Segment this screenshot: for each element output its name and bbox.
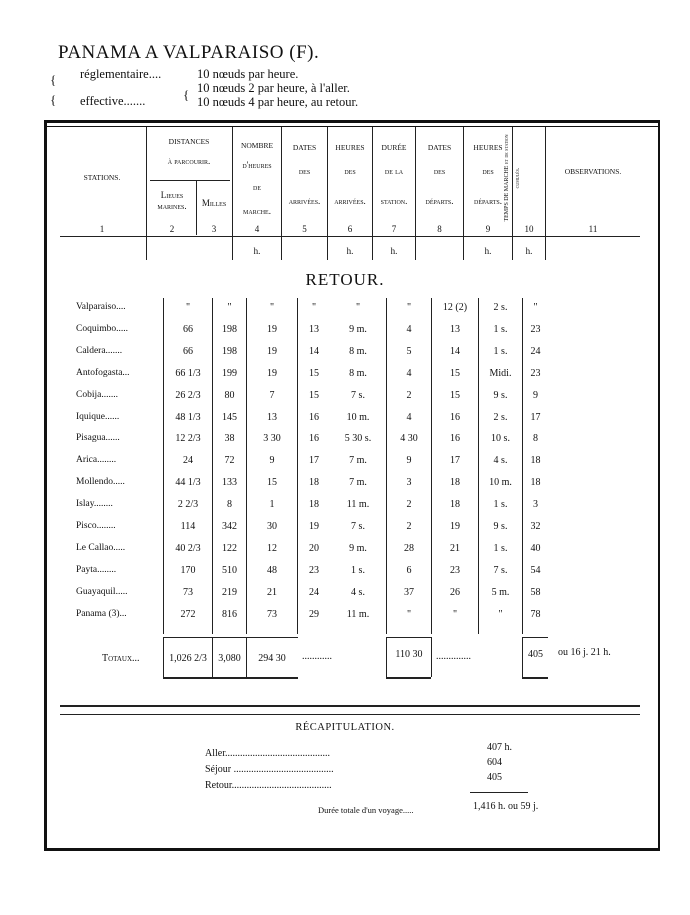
totals-observation: ou 16 j. 21 h. [558, 647, 611, 658]
table-cell-date-dep: 16 [450, 433, 460, 445]
table-cell-cumul: " [533, 302, 538, 313]
recap-title: RÉCAPITULATION. [295, 722, 395, 733]
table-cell-date-dep: 23 [450, 564, 460, 576]
header-distances: DISTANCES [168, 137, 210, 146]
header-de: de [253, 182, 261, 192]
table-cell-h-dep: 1 s. [493, 499, 508, 511]
table-cell-date-arr: " [311, 302, 317, 313]
table-cell-h-dep: 10 m. [489, 477, 512, 489]
table-cell-cumul: 23 [530, 367, 541, 379]
table-cell-date-dep: 16 [450, 411, 460, 423]
totals-bottom-rule [386, 677, 431, 679]
totals-label: Totaux... [102, 653, 140, 664]
speed-eff-value-1: 10 nœuds 2 par heure, à l'aller. [197, 81, 350, 95]
table-cell-heures: 48 [267, 564, 277, 576]
table-cell-station: Guayaquil..... [76, 586, 128, 597]
speed-eff-value-2: 10 nœuds 4 par heure, au retour. [197, 95, 359, 109]
totals-cumul: 405 [528, 649, 543, 660]
table-cell-h-arr: 8 m. [349, 367, 367, 379]
table-cell-heures: 12 [267, 542, 277, 554]
table-cell-h-arr: 11 m. [346, 608, 370, 620]
unit-label: h. [253, 246, 261, 256]
table-cell-cumul: 58 [530, 586, 541, 598]
table-cell-station: Panama (3)... [76, 608, 127, 619]
table-cell-milles: 122 [222, 542, 237, 554]
table-cell-lieues: 114 [180, 521, 196, 532]
totals-bottom-rule [163, 677, 298, 679]
frame-top-rule [44, 120, 660, 123]
table-cell-cumul: 78 [530, 608, 541, 620]
totals-bottom-rule [522, 677, 548, 679]
unit-label: h. [525, 246, 533, 256]
table-cell-cumul: 3 [533, 499, 538, 511]
table-cell-h-arr: 7 s. [351, 389, 365, 401]
table-cell-milles: 198 [222, 345, 237, 357]
header-des: des [298, 166, 311, 176]
header-milles: Milles [201, 198, 227, 208]
table-cell-date-arr: 16 [309, 433, 319, 445]
table-cell-duree: 37 [404, 586, 414, 598]
frame-bottom-rule [44, 848, 660, 851]
table-cell-date-dep: 19 [450, 521, 460, 532]
table-cell-h-dep: 9 s. [493, 521, 508, 532]
table-cell-duree: " [406, 302, 412, 313]
recap-aller-label: Aller.......................................... [205, 748, 330, 759]
table-cell-station: Caldera....... [76, 345, 123, 356]
table-cell-h-dep: 2 s. [493, 411, 508, 423]
recap-aller-value: 407 h. [487, 742, 512, 753]
table-cell-date-dep: " [452, 608, 458, 620]
table-cell-h-arr: 9 m. [349, 542, 367, 554]
table-cell-cumul: 8 [533, 433, 538, 445]
table-cell-duree: " [406, 608, 412, 620]
table-cell-h-dep: " [498, 608, 503, 620]
header-heures-dep: HEURES [473, 143, 503, 152]
header-station: station. [380, 196, 408, 206]
header-marche: marche. [243, 206, 271, 216]
table-cell-cumul: 17 [530, 411, 541, 423]
recap-sum-rule [470, 792, 528, 793]
header-arrivees: arrivées. [334, 196, 366, 206]
col-number: 9 [485, 224, 491, 234]
table-cell-lieues: 170 [180, 564, 196, 576]
table-cell-station: Mollendo..... [76, 477, 125, 488]
totals-divider [431, 637, 432, 677]
table-cell-milles: 342 [222, 521, 237, 532]
table-cell-lieues: 2 2/3 [177, 499, 199, 511]
table-cell-lieues: 12 2/3 [175, 433, 201, 445]
header-lieues: Lieues marines. [157, 190, 187, 211]
header-des: des [433, 166, 446, 176]
table-cell-milles: 38 [224, 433, 235, 445]
table-cell-duree: 4 [406, 323, 412, 335]
totals-dots: ............ [302, 651, 332, 662]
frame-right-rule [658, 120, 660, 850]
table-cell-duree: 4 [406, 367, 412, 379]
table-cell-duree: 28 [404, 542, 414, 554]
recap-top-rule [60, 705, 640, 707]
header-dheures: d'heures [242, 160, 272, 170]
table-cell-cumul: 24 [530, 345, 541, 357]
table-cell-h-arr: 9 m. [349, 323, 367, 335]
table-cell-date-arr: 23 [309, 564, 319, 576]
header-departs: départs. [473, 196, 502, 206]
unit-label: h. [484, 246, 492, 256]
table-cell-milles: 198 [222, 323, 237, 335]
header-temps-cumul: TEMPS DE MARCHE et de station cumulés. [504, 134, 521, 222]
col-number: 7 [391, 224, 397, 234]
table-cell-cumul: 18 [530, 455, 541, 467]
brace-left-2: { [50, 92, 57, 107]
table-cell-station: Le Callao..... [76, 542, 126, 553]
table-cell-h-arr: 7 m. [349, 455, 367, 467]
table-cell-cumul: 18 [530, 477, 541, 489]
col-number: 4 [254, 224, 260, 234]
table-cell-milles: 80 [224, 389, 235, 401]
table-cell-heures: 19 [267, 323, 277, 335]
header-des: des [482, 166, 494, 176]
table-cell-h-dep: 1 s. [493, 323, 508, 335]
header-dates-dep: DATES [427, 143, 452, 152]
table-cell-heures: 15 [267, 477, 277, 489]
table-cell-heures: 13 [267, 411, 277, 423]
table-cell-h-dep: 7 s. [493, 564, 508, 576]
table-cell-h-arr: 4 s. [351, 586, 365, 598]
page-title: PANAMA A VALPARAISO (F). [58, 42, 320, 63]
table-cell-cumul: 54 [530, 564, 541, 576]
table-cell-heures: 9 [269, 455, 275, 467]
table-cell-cumul: 40 [530, 542, 541, 554]
table-cell-h-dep: 9 s. [493, 389, 508, 401]
table-cell-heures: 19 [267, 367, 277, 379]
table-cell-date-arr: 15 [309, 367, 319, 379]
header-dates-arr: DATES [292, 143, 317, 152]
table-cell-lieues: 44 1/3 [175, 477, 201, 489]
unit-label: h. [390, 246, 398, 256]
table-cell-date-dep: 17 [450, 455, 460, 467]
col-divider [146, 127, 147, 260]
totals-rule [386, 637, 431, 638]
header-heures-arr: HEURES [335, 143, 365, 152]
table-cell-lieues: 40 2/3 [175, 542, 201, 554]
recap-sejour-label: Séjour ........................................ [205, 764, 334, 775]
speed-reg-label: réglementaire.... [80, 67, 162, 81]
table-cell-h-arr: 7 m. [349, 477, 367, 489]
table-cell-date-dep: 18 [450, 477, 460, 489]
distances-sub-rule [150, 180, 230, 181]
table-cell-duree: 6 [406, 564, 412, 576]
table-cell-milles: 133 [222, 477, 237, 489]
table-cell-station: Payta........ [76, 564, 117, 575]
table-cell-lieues: 272 [180, 608, 196, 620]
table-cell-h-arr: 11 m. [346, 499, 370, 511]
table-cell-h-arr: 7 s. [351, 521, 365, 532]
table-cell-date-dep: 18 [450, 499, 460, 511]
totals-heures: 294 30 [258, 653, 286, 664]
table-cell-heures: 3 30 [263, 433, 281, 445]
table-cell-h-dep: 10 s. [491, 433, 510, 445]
col-number: 6 [347, 224, 353, 234]
header-duree: DURÉE [381, 143, 407, 152]
recap-retour-value: 405 [487, 772, 502, 783]
table-cell-duree: 9 [406, 455, 412, 467]
speed-eff-label: effective....... [80, 94, 146, 108]
table-cell-date-arr: 19 [309, 521, 319, 532]
brace-left: { [50, 72, 57, 87]
table-cell-date-arr: 15 [309, 389, 319, 401]
recap-top-rule-thin [60, 714, 640, 715]
header-nombre: NOMBRE [240, 141, 274, 150]
table-cell-cumul: 23 [530, 323, 541, 335]
header-observations: OBSERVATIONS. [564, 167, 622, 176]
header-des: des [344, 166, 356, 176]
totals-duree: 110 30 [395, 649, 423, 660]
table-cell-duree: 2 [406, 389, 412, 401]
table-cell-h-arr: 10 m. [346, 411, 370, 423]
table-cell-station: Iquique...... [76, 411, 120, 422]
table-cell-h-dep: 1 s. [493, 542, 508, 554]
header-arrivees: arrivées. [288, 196, 321, 206]
table-cell-lieues: 48 1/3 [175, 411, 201, 423]
table-cell-heures: 7 [269, 389, 275, 401]
table-cell-lieues: 26 2/3 [175, 389, 201, 401]
table-cell-heures: " [269, 302, 275, 313]
totals-rule [163, 637, 298, 638]
table-cell-date-dep: 15 [450, 389, 460, 401]
totals-lieues: 1,026 2/3 [169, 653, 207, 664]
brace-eff: { [183, 87, 190, 102]
totals-milles: 3,080 [218, 653, 241, 664]
table-cell-date-dep: 26 [450, 586, 460, 598]
table-cell-duree: 5 [406, 345, 412, 357]
recap-total-label: Durée totale d'un voyage..... [318, 805, 414, 815]
table-cell-lieues: 66 [183, 323, 193, 335]
table-cell-lieues: " [185, 302, 191, 313]
table-cell-h-arr: " [355, 302, 361, 313]
header-a-parcourir: à parcourir. [167, 156, 211, 166]
frame-left-rule [44, 120, 47, 850]
table-cell-station: Arica........ [76, 455, 117, 466]
table-cell-date-arr: 13 [309, 323, 319, 335]
table-cell-h-arr: 1 s. [351, 564, 365, 576]
totals-dots: .............. [436, 651, 471, 662]
speed-reg-value: 10 nœuds par heure. [197, 67, 299, 81]
table-cell-station: Coquimbo..... [76, 323, 128, 334]
recap-total-value: 1,416 h. ou 59 j. [473, 801, 539, 812]
table-cell-date-arr: 20 [309, 542, 319, 554]
table-cell-station: Pisco........ [76, 521, 116, 531]
table-cell-date-arr: 16 [309, 411, 319, 423]
table-cell-lieues: 24 [183, 455, 193, 467]
table-cell-station: Pisagua...... [76, 433, 120, 444]
table-cell-date-arr: 17 [309, 455, 319, 467]
table-cell-h-dep: 1 s. [493, 345, 508, 357]
table-cell-heures: 30 [267, 521, 277, 532]
table-cell-station: Antofogasta... [76, 367, 130, 378]
table-cell-h-dep: 4 s. [493, 455, 508, 467]
header-de-la: de la [384, 166, 404, 176]
table-cell-heures: 1 [269, 499, 275, 511]
table-cell-lieues: 66 1/3 [175, 367, 201, 379]
table-cell-milles: 199 [222, 367, 237, 379]
table-cell-duree: 4 30 [400, 433, 418, 445]
table-cell-milles: 72 [224, 455, 235, 467]
table-cell-milles: " [227, 302, 232, 313]
header-stations: STATIONS. [83, 173, 121, 182]
table-cell-heures: 73 [267, 608, 277, 620]
table-cell-duree: 2 [406, 521, 412, 532]
col-number: 11 [588, 224, 598, 234]
col-number: 3 [211, 224, 217, 234]
table-cell-date-dep: 15 [450, 367, 460, 379]
table-cell-station: Valparaiso.... [76, 302, 126, 312]
table-cell-duree: 3 [406, 477, 412, 489]
table-cell-lieues: 73 [183, 586, 193, 598]
unit-label: h. [346, 246, 354, 256]
table-cell-date-dep: 21 [450, 542, 460, 554]
recap-retour-label: Retour........................................ [205, 780, 332, 791]
table-cell-milles: 145 [222, 411, 237, 423]
table-cell-date-arr: 18 [309, 499, 319, 511]
frame-top-rule-thin [44, 126, 660, 127]
col-number: 1 [99, 224, 105, 234]
col-divider [545, 127, 546, 260]
table-cell-cumul: 32 [530, 521, 541, 532]
table-cell-h-dep: 5 m. [491, 586, 510, 598]
table-cell-heures: 21 [267, 586, 277, 598]
table-cell-lieues: 66 [183, 345, 193, 357]
table-cell-h-dep: Midi. [489, 367, 512, 379]
table-cell-date-dep: 12 (2) [442, 302, 468, 313]
table-cell-date-dep: 14 [450, 345, 460, 357]
table-cell-h-arr: 8 m. [349, 345, 367, 357]
table-cell-date-arr: 18 [309, 477, 319, 489]
table-cell-date-dep: 13 [450, 323, 460, 335]
header-bottom-rule [60, 236, 640, 237]
recap-sejour-value: 604 [487, 757, 502, 768]
table-cell-duree: 4 [406, 411, 412, 423]
table-cell-h-arr: 5 30 s. [344, 433, 372, 445]
table-cell-milles: 219 [222, 586, 237, 598]
table-cell-h-dep: 2 s. [493, 302, 508, 313]
col-number: 2 [169, 224, 175, 234]
table-cell-date-arr: 24 [309, 586, 319, 598]
col-number: 5 [302, 224, 307, 234]
col-number: 8 [437, 224, 442, 234]
col-number: 10 [524, 224, 534, 234]
totals-rule [522, 637, 548, 638]
table-cell-date-arr: 14 [309, 345, 319, 357]
table-cell-duree: 2 [406, 499, 412, 511]
table-cell-date-arr: 29 [309, 608, 319, 620]
table-cell-heures: 19 [267, 345, 277, 357]
section-title-retour: RETOUR. [305, 270, 385, 289]
table-cell-station: Islay........ [76, 499, 113, 510]
table-cell-cumul: 9 [533, 389, 538, 401]
table-cell-milles: 8 [227, 499, 232, 511]
header-departs: départs. [425, 196, 454, 206]
table-cell-station: Cobija....... [76, 389, 118, 400]
table-cell-milles: 816 [222, 608, 237, 620]
table-cell-milles: 510 [222, 564, 237, 576]
